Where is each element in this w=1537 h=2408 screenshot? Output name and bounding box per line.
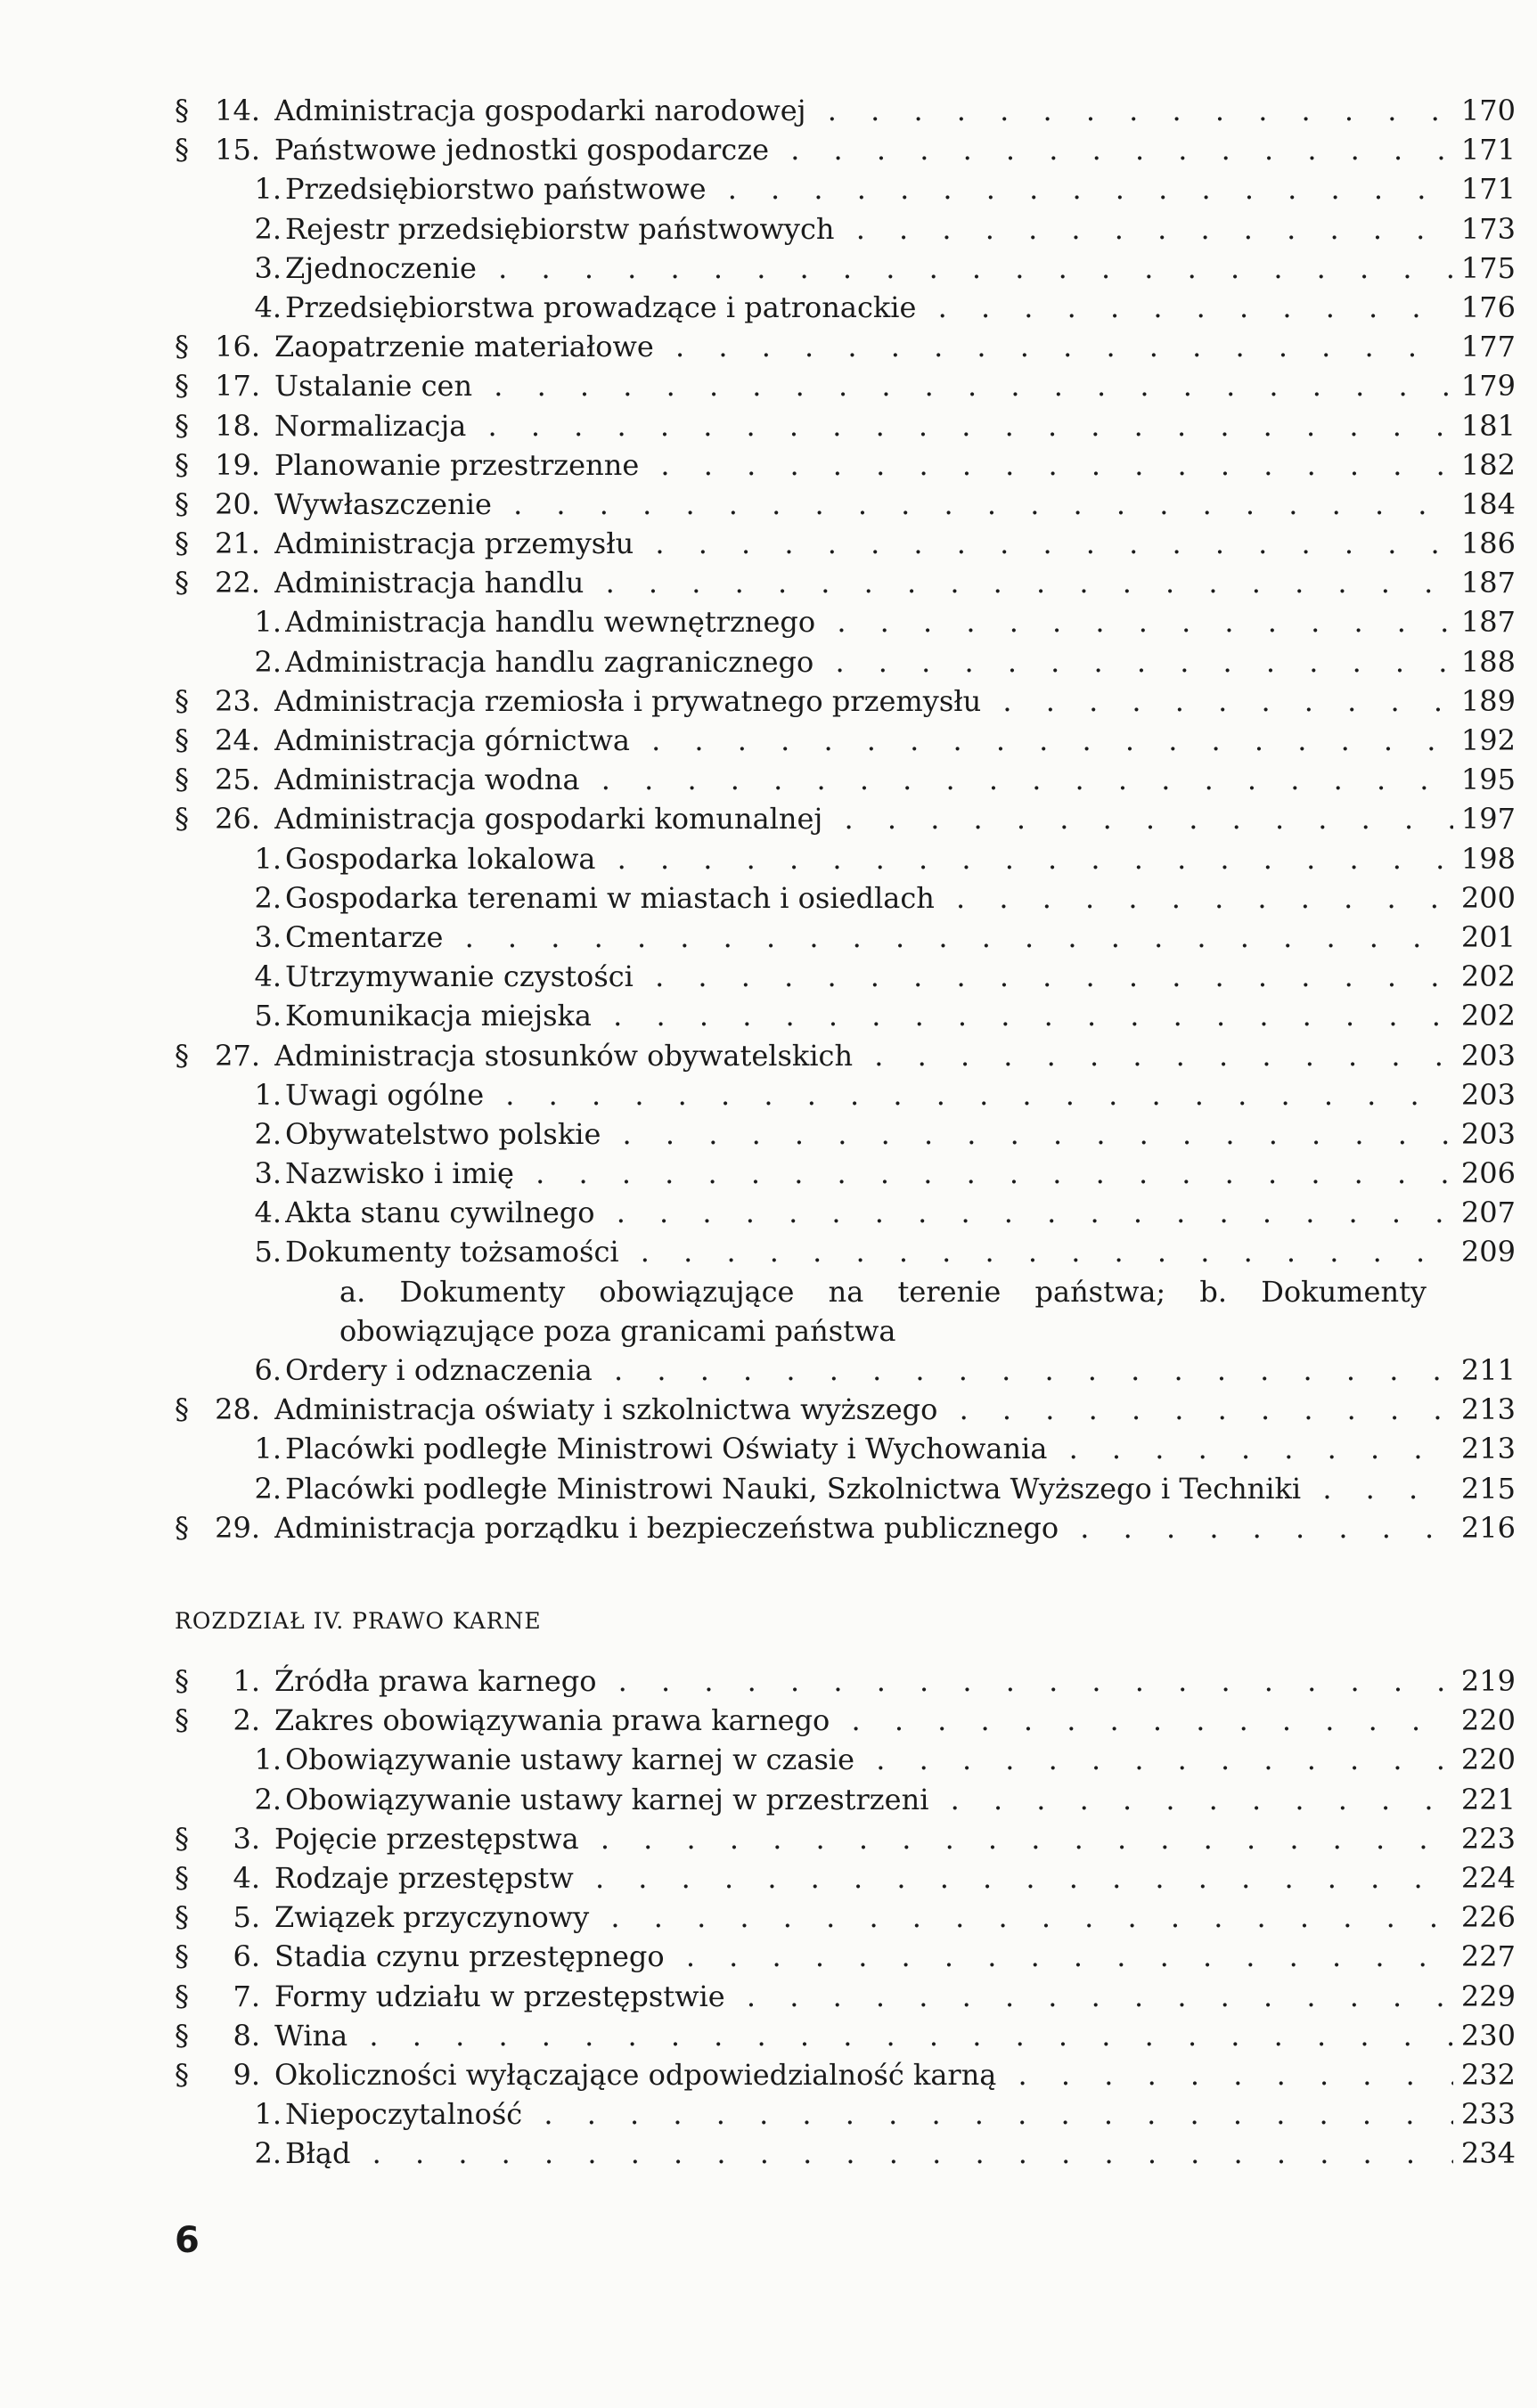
- entry-page-number: 195: [1460, 763, 1516, 797]
- toc-subentry: [175, 2134, 1516, 2173]
- entry-number: 16.: [215, 330, 260, 364]
- entry-title: Uwagi ogólne . . .: [285, 1075, 1453, 1114]
- section-sign: §: [175, 447, 189, 482]
- table-of-contents-part-1: [175, 91, 1516, 1547]
- entry-title: Państwowe jednostki gospodarcze . . .: [274, 130, 1453, 169]
- entry-number: 7.: [233, 1979, 260, 2013]
- section-sign: §: [175, 1510, 189, 1545]
- entry-number: 15.: [215, 133, 260, 167]
- entry-title: Związek przyczynowy . . .: [274, 1898, 1453, 1937]
- entry-page-number: 171: [1460, 172, 1516, 207]
- entry-number: 4.: [254, 1196, 282, 1230]
- toc-section-entry: [175, 1508, 1516, 1547]
- toc-subentry: [175, 1154, 1516, 1193]
- entry-number: 17.: [215, 369, 260, 404]
- toc-subentry: [175, 2094, 1516, 2134]
- section-sign: §: [175, 566, 189, 600]
- toc-section-entry: [175, 366, 1516, 405]
- entry-title: Przedsiębiorstwa prowadzące i patronackie . . .: [285, 288, 1453, 327]
- entry-page-number: 175: [1460, 250, 1516, 285]
- section-sign: §: [175, 763, 189, 797]
- toc-subentry: [175, 642, 1516, 682]
- entry-number: 2.: [254, 211, 282, 246]
- section-sign: §: [175, 330, 189, 364]
- toc-subentry: [175, 918, 1516, 957]
- entry-title: Gospodarka lokalowa . . .: [285, 839, 1453, 878]
- toc-section-entry: [175, 1819, 1516, 1858]
- entry-title: Stadia czynu przestępnego . . .: [274, 1937, 1453, 1976]
- entry-page-number: 197: [1460, 802, 1516, 837]
- entry-title: Administracja stosunków obywatelskich . . .: [274, 1036, 1453, 1075]
- section-sign: §: [175, 683, 189, 718]
- entry-title: Źródła prawa karnego . . .: [274, 1661, 1453, 1701]
- entry-page-number: 216: [1460, 1510, 1516, 1545]
- entry-number: 19.: [215, 447, 260, 482]
- entry-page-number: 229: [1460, 1979, 1516, 2013]
- entry-title: Normalizacja . . .: [274, 406, 1453, 445]
- toc-section-entry: [175, 563, 1516, 602]
- entry-number: 4.: [254, 290, 282, 324]
- entry-title: Niepoczytalność . . .: [285, 2094, 1453, 2134]
- entry-title: Wywłaszczenie . . .: [274, 485, 1453, 524]
- entry-number: 26.: [215, 802, 260, 837]
- section-sign: §: [175, 1860, 189, 1895]
- entry-title: Administracja handlu wewnętrznego . . .: [285, 602, 1453, 641]
- toc-section-entry: [175, 760, 1516, 799]
- entry-title: Rodzaje przestępstw . . .: [274, 1858, 1453, 1898]
- entry-title: Pojęcie przestępstwa . . .: [274, 1819, 1453, 1858]
- entry-number: 2.: [233, 1703, 260, 1738]
- entry-title: Administracja gospodarki narodowej . . .: [274, 91, 1453, 130]
- entry-title: Administracja przemysłu . . .: [274, 524, 1453, 563]
- toc-section-entry: [175, 799, 1516, 838]
- entry-page-number: 181: [1460, 408, 1516, 443]
- entry-page-number: 209: [1460, 1235, 1516, 1269]
- toc-section-entry: [175, 485, 1516, 524]
- toc-section-entry: [175, 406, 1516, 445]
- entry-title: Dokumenty tożsamości . . .: [285, 1232, 1453, 1271]
- entry-number: 23.: [215, 683, 260, 718]
- toc-subentry: [175, 957, 1516, 996]
- entry-page-number: 233: [1460, 2097, 1516, 2132]
- entry-page-number: 201: [1460, 919, 1516, 954]
- entry-page-number: 223: [1460, 1821, 1516, 1856]
- section-sign: §: [175, 486, 189, 521]
- toc-subentry: [175, 1193, 1516, 1232]
- toc-section-entry: [175, 524, 1516, 563]
- entry-number: 8.: [233, 2018, 260, 2053]
- entry-title: Formy udziału w przestępstwie . . .: [274, 1977, 1453, 2016]
- entry-title: Administracja oświaty i szkolnictwa wyższego . . .: [274, 1390, 1453, 1429]
- toc-subentry: [175, 169, 1516, 208]
- entry-page-number: 213: [1460, 1432, 1516, 1466]
- entry-page-number: 189: [1460, 683, 1516, 718]
- entry-page-number: 211: [1460, 1353, 1516, 1388]
- entry-page-number: 230: [1460, 2018, 1516, 2053]
- section-sign: §: [175, 2057, 189, 2092]
- entry-title: Nazwisko i imię . . .: [285, 1154, 1453, 1193]
- entry-number: 14.: [215, 94, 260, 127]
- entry-number: 9.: [233, 2057, 260, 2092]
- entry-title: Ordery i odznaczenia . . .: [285, 1351, 1453, 1390]
- entry-title: Obowiązywanie ustawy karnej w przestrzeni . . .: [285, 1780, 1453, 1819]
- section-sign: §: [175, 94, 189, 127]
- section-sign: §: [175, 369, 189, 404]
- entry-number: 3.: [254, 1156, 282, 1191]
- section-sign: §: [175, 1939, 189, 1974]
- entry-number: 18.: [215, 408, 260, 443]
- section-sign: §: [175, 408, 189, 443]
- toc-section-entry: [175, 445, 1516, 485]
- page-number: 6: [175, 2220, 200, 2261]
- entry-title: Administracja wodna . . .: [274, 760, 1453, 799]
- entry-page-number: 200: [1460, 880, 1516, 915]
- entry-page-number: 227: [1460, 1939, 1516, 1974]
- toc-subentry: [175, 1469, 1516, 1508]
- entry-page-number: 203: [1460, 1116, 1516, 1151]
- toc-subentry: [175, 1740, 1516, 1779]
- entry-title: Zaopatrzenie materiałowe . . .: [274, 327, 1453, 366]
- entry-title: Utrzymywanie czystości . . .: [285, 957, 1453, 996]
- entry-title: Administracja rzemiosła i prywatnego przemysłu . . .: [274, 682, 1453, 721]
- chapter-heading: ROZDZIAŁ IV. PRAWO KARNE: [175, 1608, 542, 1634]
- toc-subentry: [175, 839, 1516, 878]
- entry-page-number: 226: [1460, 1900, 1516, 1935]
- section-sign: §: [175, 1979, 189, 2013]
- entry-page-number: 184: [1460, 486, 1516, 521]
- entry-title: Akta stanu cywilnego . . .: [285, 1193, 1453, 1232]
- section-sign: §: [175, 802, 189, 837]
- table-of-contents-part-2: [175, 1661, 1516, 2173]
- entry-number: 27.: [215, 1038, 260, 1073]
- entry-page-number: 232: [1460, 2057, 1516, 2092]
- toc-section-entry: [175, 1898, 1516, 1937]
- entry-number: 2.: [254, 644, 282, 679]
- entry-page-number: 187: [1460, 605, 1516, 640]
- entry-page-number: 203: [1460, 1038, 1516, 1073]
- section-sign: §: [175, 1821, 189, 1856]
- toc-subentry: [175, 1351, 1516, 1390]
- entry-number: 5.: [254, 999, 282, 1033]
- entry-page-number: 203: [1460, 1077, 1516, 1112]
- entry-page-number: 176: [1460, 290, 1516, 324]
- entry-number: 3.: [254, 250, 282, 285]
- entry-page-number: 188: [1460, 644, 1516, 679]
- toc-subentry: [175, 996, 1516, 1035]
- entry-title: Planowanie przestrzenne . . .: [274, 445, 1453, 485]
- entry-page-number: 171: [1460, 133, 1516, 167]
- section-sign: §: [175, 2018, 189, 2053]
- entry-title: Placówki podległe Ministrowi Nauki, Szkolnictwa Wyższego i Techniki . . .: [285, 1469, 1453, 1508]
- entry-number: 4.: [233, 1860, 260, 1895]
- entry-number: 20.: [215, 486, 260, 521]
- entry-number: 22.: [215, 566, 260, 600]
- toc-section-entry: [175, 1036, 1516, 1075]
- entry-number: 25.: [215, 763, 260, 797]
- entry-number: 6.: [254, 1353, 282, 1388]
- entry-number: 1.: [254, 841, 282, 876]
- entry-number: 24.: [215, 723, 260, 757]
- toc-section-entry: [175, 2016, 1516, 2055]
- section-sign: §: [175, 1038, 189, 1073]
- entry-number: 1.: [254, 172, 282, 207]
- entry-page-number: 198: [1460, 841, 1516, 876]
- entry-title: Błąd . . .: [285, 2134, 1453, 2173]
- toc-section-entry: [175, 1858, 1516, 1898]
- toc-section-entry: [175, 1977, 1516, 2016]
- entry-number: 1.: [254, 1077, 282, 1112]
- entry-title: Obywatelstwo polskie . . .: [285, 1114, 1453, 1154]
- entry-number: 2.: [254, 1116, 282, 1151]
- entry-number: 3.: [254, 919, 282, 954]
- entry-title: Administracja porządku i bezpieczeństwa publicznego . . .: [274, 1508, 1453, 1547]
- toc-section-entry: [175, 130, 1516, 169]
- entry-number: 1.: [254, 2097, 282, 2132]
- section-sign: §: [175, 1392, 189, 1427]
- toc-subentry: [175, 1780, 1516, 1819]
- entry-number: 2.: [254, 1471, 282, 1506]
- entry-title: Cmentarze . . .: [285, 918, 1453, 957]
- toc-section-entry: [175, 1661, 1516, 1701]
- toc-section-entry: [175, 1390, 1516, 1429]
- entry-page-number: 234: [1460, 2136, 1516, 2171]
- entry-title: Ustalanie cen . . .: [274, 366, 1453, 405]
- entry-title: Okoliczności wyłączające odpowiedzialność karną . . .: [274, 2055, 1453, 2094]
- entry-number: 1.: [254, 1743, 282, 1777]
- entry-number: 1.: [233, 1664, 260, 1698]
- entry-page-number: 202: [1460, 999, 1516, 1033]
- toc-subentry: [175, 1429, 1516, 1468]
- toc-subentry: [175, 249, 1516, 288]
- toc-note: a. Dokumenty obowiązujące na terenie państwa; b. Dokumenty obowiązujące poza granicami państwa: [339, 1274, 1427, 1348]
- entry-title: Gospodarka terenami w miastach i osiedlach . . .: [285, 878, 1453, 918]
- entry-title: Administracja handlu . . .: [274, 563, 1453, 602]
- entry-number: 6.: [233, 1939, 260, 1974]
- entry-page-number: 207: [1460, 1196, 1516, 1230]
- toc-section-entry: [175, 682, 1516, 721]
- entry-number: 2.: [254, 2136, 282, 2171]
- section-sign: §: [175, 1664, 189, 1698]
- toc-section-entry: [175, 327, 1516, 366]
- entry-page-number: 202: [1460, 959, 1516, 994]
- entry-number: 4.: [254, 959, 282, 994]
- entry-page-number: 186: [1460, 526, 1516, 561]
- entry-page-number: 215: [1460, 1471, 1516, 1506]
- toc-section-entry: [175, 1937, 1516, 1976]
- entry-number: 1.: [254, 605, 282, 640]
- entry-page-number: 170: [1460, 94, 1516, 127]
- entry-page-number: 224: [1460, 1860, 1516, 1895]
- entry-page-number: 220: [1460, 1703, 1516, 1738]
- entry-title: Rejestr przedsiębiorstw państwowych . . .: [285, 209, 1453, 249]
- entry-page-number: 220: [1460, 1743, 1516, 1777]
- entry-number: 5.: [254, 1235, 282, 1269]
- entry-title: Wina . . .: [274, 2016, 1453, 2055]
- toc-subentry: [175, 209, 1516, 249]
- entry-title: Zakres obowiązywania prawa karnego . . .: [274, 1701, 1453, 1740]
- entry-page-number: 206: [1460, 1156, 1516, 1191]
- entry-number: 2.: [254, 880, 282, 915]
- toc-subentry: [175, 878, 1516, 918]
- section-sign: §: [175, 723, 189, 757]
- toc-subentry: [175, 1114, 1516, 1154]
- section-sign: §: [175, 1703, 189, 1738]
- toc-subentry: [175, 1075, 1516, 1114]
- entry-title: Obowiązywanie ustawy karnej w czasie . . .: [285, 1740, 1453, 1779]
- entry-title: Administracja górnictwa . . .: [274, 721, 1453, 760]
- toc-subentry: [175, 288, 1516, 327]
- entry-title: Administracja gospodarki komunalnej . . .: [274, 799, 1453, 838]
- entry-page-number: 173: [1460, 211, 1516, 246]
- section-sign: §: [175, 133, 189, 167]
- entry-number: 1.: [254, 1432, 282, 1466]
- entry-number: 21.: [215, 526, 260, 561]
- entry-page-number: 182: [1460, 447, 1516, 482]
- section-sign: §: [175, 1900, 189, 1935]
- entry-number: 5.: [233, 1900, 260, 1935]
- entry-title: Zjednoczenie . . .: [285, 249, 1453, 288]
- entry-title: Administracja handlu zagranicznego . . .: [285, 642, 1453, 682]
- toc-subentry: [175, 1232, 1516, 1271]
- toc-subentry: [175, 602, 1516, 641]
- entry-title: Placówki podległe Ministrowi Oświaty i Wychowania . . .: [285, 1429, 1453, 1468]
- entry-number: 28.: [215, 1392, 260, 1427]
- entry-page-number: 221: [1460, 1782, 1516, 1816]
- entry-number: 3.: [233, 1821, 260, 1856]
- entry-page-number: 219: [1460, 1664, 1516, 1698]
- entry-page-number: 213: [1460, 1392, 1516, 1427]
- entry-page-number: 192: [1460, 723, 1516, 757]
- entry-page-number: 187: [1460, 566, 1516, 600]
- entry-page-number: 179: [1460, 369, 1516, 404]
- section-sign: §: [175, 526, 189, 561]
- entry-page-number: 177: [1460, 330, 1516, 364]
- entry-title: Komunikacja miejska . . .: [285, 996, 1453, 1035]
- entry-number: 2.: [254, 1782, 282, 1816]
- toc-section-entry: [175, 2055, 1516, 2094]
- entry-title: Przedsiębiorstwo państwowe . . .: [285, 169, 1453, 208]
- toc-section-entry: [175, 91, 1516, 130]
- toc-section-entry: [175, 1701, 1516, 1740]
- toc-section-entry: [175, 721, 1516, 760]
- entry-number: 29.: [215, 1510, 260, 1545]
